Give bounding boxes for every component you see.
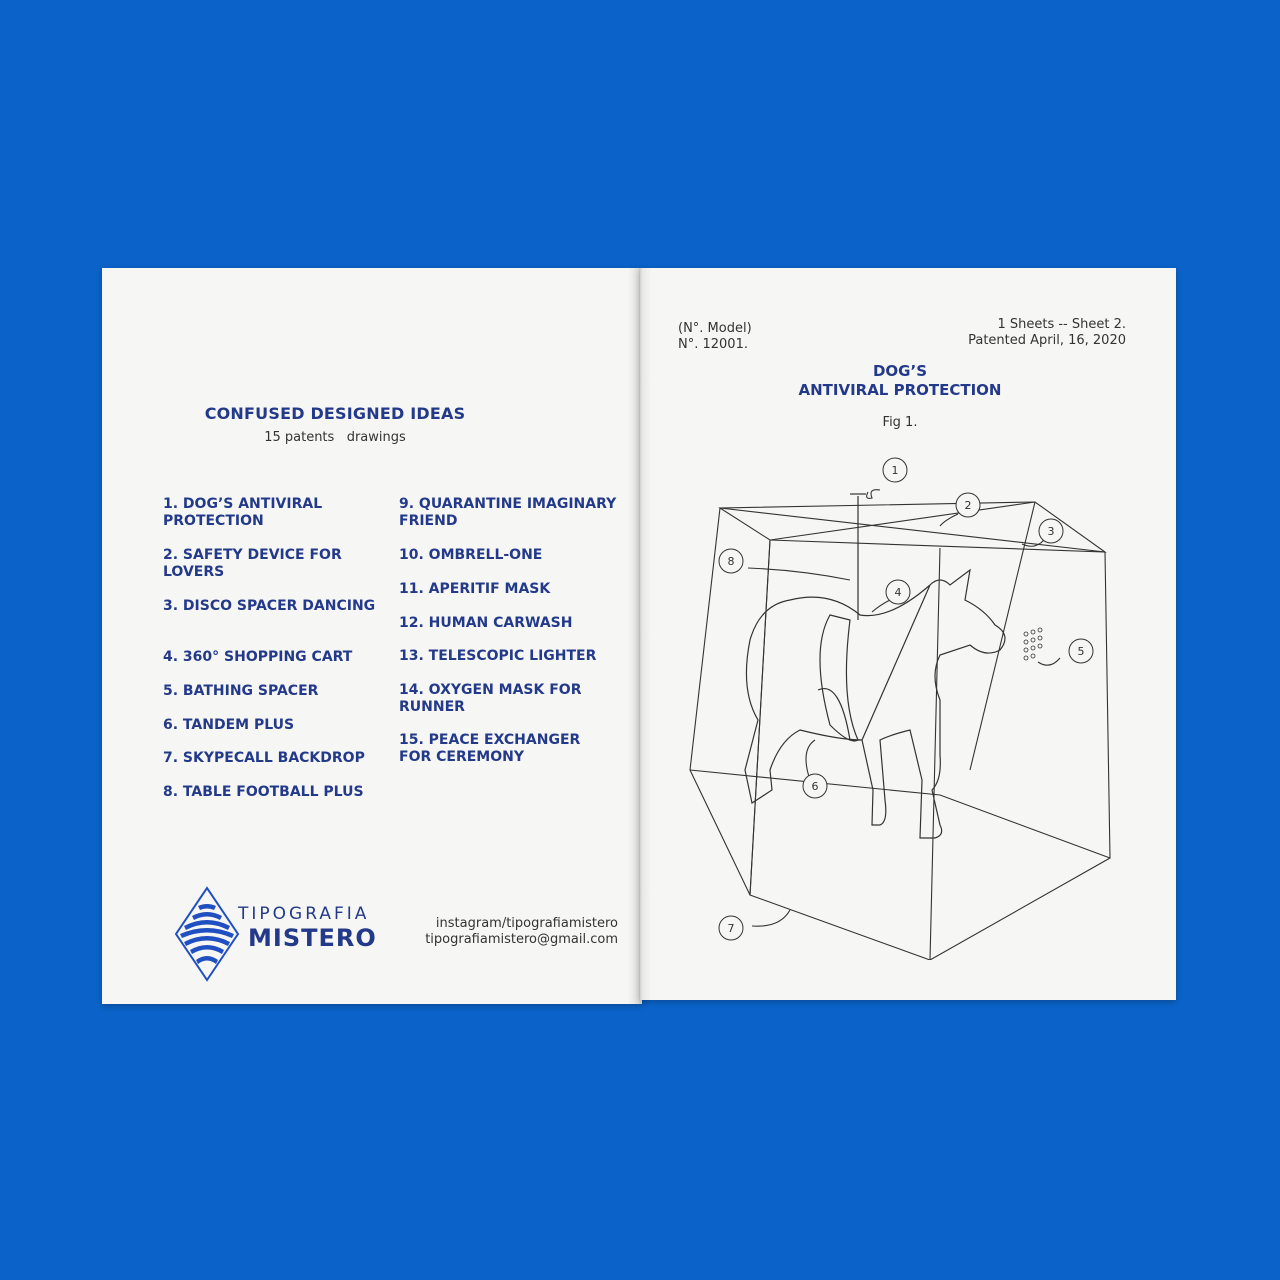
leader-lines — [748, 490, 1060, 927]
callout-5 — [1069, 639, 1093, 663]
list-item: 8. TABLE FOOTBALL PLUS — [163, 784, 364, 800]
callout-label: 6 — [811, 780, 819, 793]
callout-label: 4 — [894, 586, 902, 599]
contact-email: tipografiamistero@gmail.com — [425, 932, 618, 947]
list-item: 5. BATHING SPACER — [163, 683, 319, 699]
model-line2: N°. 12001. — [678, 337, 748, 352]
callout-label: 2 — [964, 499, 972, 512]
list-item: 3. DISCO SPACER DANCING — [163, 598, 376, 614]
list-item: 12. HUMAN CARWASH — [399, 615, 573, 631]
list-item: 1. DOG’S ANTIVIRAL PROTECTION — [163, 496, 323, 529]
list-item: 13. TELESCOPIC LIGHTER — [399, 648, 597, 664]
callout-label: 8 — [727, 555, 735, 568]
callout-label: 5 — [1077, 645, 1085, 658]
sheet-line1: 1 Sheets -- Sheet 2. — [997, 317, 1126, 332]
instagram-handle: instagram/tipografiamistero — [435, 916, 618, 931]
patent-drawing — [640, 440, 1160, 960]
callout-markers — [719, 458, 1093, 940]
drawing-title — [760, 362, 1040, 400]
booklet-title: CONFUSED DESIGNED IDEAS — [204, 404, 466, 423]
list-item: 7. SKYPECALL BACKDROP — [163, 750, 365, 766]
list-item: 15. PEACE EXCHANGER FOR CEREMONY — [399, 732, 581, 765]
sheet-label — [930, 317, 1126, 349]
callout-6 — [803, 774, 827, 798]
callout-4 — [886, 580, 910, 604]
model-label — [678, 321, 752, 353]
model-line1: (N°. Model) — [678, 321, 752, 336]
callout-7 — [719, 916, 743, 940]
callout-label: 7 — [727, 922, 735, 935]
drawing-title-line1: DOG’S — [872, 362, 928, 380]
list-item: 2. SAFETY DEVICE FOR LOVERS — [163, 547, 342, 580]
vent-holes — [1024, 628, 1042, 660]
callout-8 — [719, 549, 743, 573]
callout-label: 3 — [1047, 525, 1055, 538]
list-item: 11. APERITIF MASK — [399, 581, 551, 597]
callout-1 — [883, 458, 907, 482]
list-item: 9. QUARANTINE IMAGINARY FRIEND — [399, 496, 617, 529]
logo-wordmark-line2: MISTERO — [248, 924, 377, 952]
callout-label: 1 — [891, 464, 899, 477]
booklet-subtitle: 15 patents drawings — [264, 430, 406, 445]
support-pole — [850, 494, 866, 620]
list-item: 14. OXYGEN MASK FOR RUNNER — [399, 682, 582, 715]
logo-wordmark-line1: TIPOGRAFIA — [238, 904, 370, 924]
sheet-line2: Patented April, 16, 2020 — [968, 333, 1126, 348]
list-item: 6. TANDEM PLUS — [163, 717, 295, 733]
list-item: 4. 360° SHOPPING CART — [163, 649, 353, 665]
figure-label: Fig 1. — [882, 415, 918, 430]
drawing-title-line2: ANTIVIRAL PROTECTION — [798, 381, 1002, 399]
tipografia-mistero-logo-icon — [174, 886, 240, 982]
list-item: 10. OMBRELL-ONE — [399, 547, 543, 563]
callout-2 — [956, 493, 980, 517]
box-frame — [690, 502, 1110, 960]
callout-3 — [1039, 519, 1063, 543]
